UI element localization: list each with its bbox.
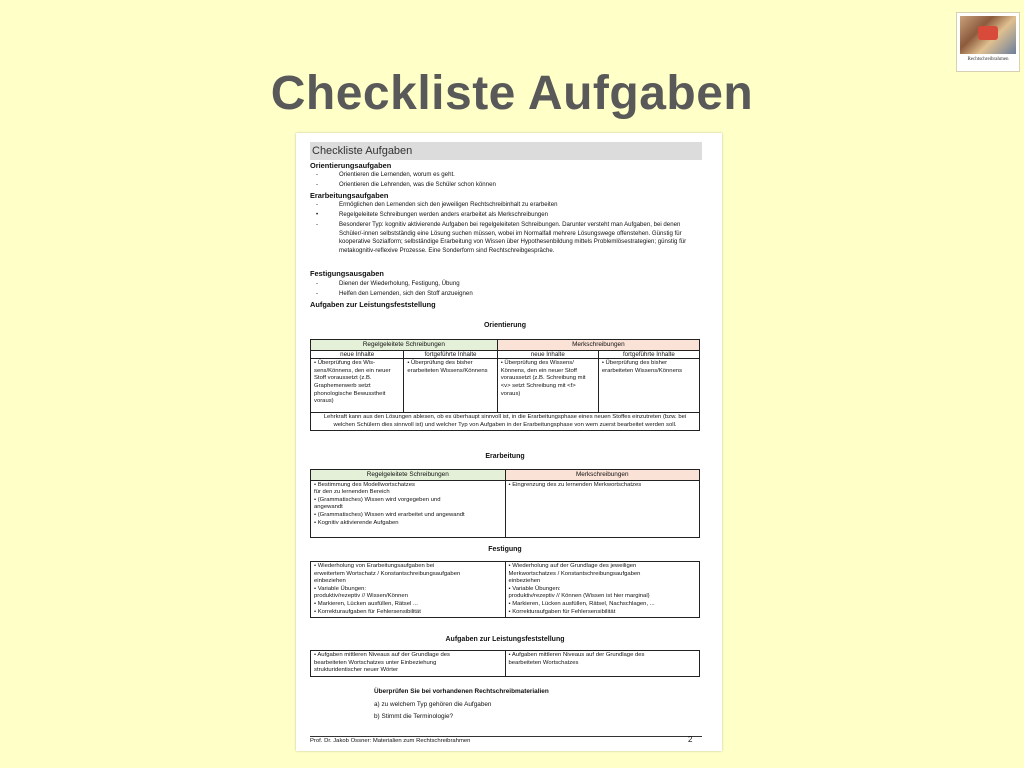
cell-line: • Korrekturaufgaben für Fehlersensibilität	[314, 608, 421, 615]
question-line: a) zu welchem Typ gehören die Aufgaben	[374, 700, 492, 708]
cell-line: bearbeiteten Wortschatzes unter Einbeziehung	[314, 659, 437, 666]
cell-line: • (Grammatisches) Wissen wird erarbeitet und angewandt	[314, 511, 465, 518]
table-header-regelgeleitet: Regelgeleitete Schreibungen	[311, 470, 506, 481]
logo-image	[960, 16, 1016, 54]
bullet-marker: -	[316, 181, 319, 188]
leistung-title: Aufgaben zur Leistungsfeststellung	[445, 636, 565, 643]
table-header-merkschreibungen: Merkschreibungen	[505, 470, 700, 481]
table-cell	[311, 562, 506, 618]
list-item-text: Orientieren die Lehrenden, was die Schüler schon können	[339, 181, 496, 188]
list-item-text: Besonderer Typ: kognitiv aktivierende Aufgaben bei regelgeleiteten Schreibungen. Darunter versteht man Aufgaben, bei denen Schüler/-innen selbstständig eine Lösung suchen müssen, wobei im Normalfall mehrere Lösungswege offenstehen. Günstig für kooperative Sozialform; selbständige Erarbeitung von Wissen über Hypothesenbildung mittels Problemlösestrategien; günstig für metakognitiv-reflexive Prozesse. Eine Sonderform sind Rechtschreibgespräche.	[339, 221, 687, 254]
cell-line: angewandt	[314, 504, 343, 511]
cell-line: • Variable Übungen:	[508, 585, 561, 592]
cell-line: • Bestimmung des Modellwortschatzes	[314, 481, 415, 488]
table-cell: • Überprüfung des Wissens/ Könnens, den ein neuer Stoff voraussetzt (z.B. Schreibung mit <v> setzt Schreibung mit <f> voraus)	[497, 359, 598, 413]
cell-line: bearbeiteten Wortschatzes	[508, 659, 579, 666]
logo	[956, 12, 1020, 72]
festigung-table	[310, 561, 700, 618]
table-subheader: neue Inhalte	[497, 350, 598, 359]
section-heading: Orientierungsaufgaben	[310, 161, 392, 170]
erarbeitung-table	[310, 469, 700, 538]
cell-line: • Eingrenzung des zu lernenden Merkwortschatzes	[508, 481, 642, 488]
document-header: Checkliste Aufgaben	[310, 142, 702, 160]
cell-line: für den zu lernenden Bereich	[314, 489, 390, 496]
question-line: Überprüfen Sie bei vorhandenen Rechtschreibmaterialien	[374, 688, 549, 695]
cell-line: Merkwortschatzes / Konstantschreibungsaufgaben	[508, 570, 641, 577]
section-heading: Aufgaben zur Leistungsfeststellung	[310, 300, 436, 309]
cell-line: • Korrekturaufgaben für Fehlersensibilität	[508, 608, 616, 615]
orientierung-table	[310, 339, 700, 431]
bullet-marker: -	[316, 171, 319, 178]
leistung-table	[310, 650, 700, 677]
table-cell	[505, 562, 700, 618]
slide-title: Checkliste Aufgaben	[270, 67, 754, 120]
list-item-text: Orientieren die Lernenden, worum es geht.	[339, 171, 455, 178]
festigung-title: Festigung	[488, 546, 522, 553]
cell-line: • Wiederholung auf der Grundlage des jeweiligen	[508, 563, 637, 569]
question-line: b) Stimmt die Terminologie?	[374, 713, 454, 720]
table-cell: • Überprüfung des bisher erarbeiteten Wissens/Könnens	[598, 359, 699, 413]
list-item-text: Dienen der Wiederholung, Festigung, Übung	[339, 280, 460, 287]
cell-line: • Markieren, Lücken ausfüllen, Rätsel ...	[314, 600, 418, 607]
table-header-merkschreibungen: Merkschreibungen	[497, 340, 699, 351]
cell-line: • Aufgaben mittleren Niveaus auf der Grundlage des	[314, 652, 450, 658]
table-subheader: fortgeführte Inhalte	[404, 350, 497, 359]
cell-line: • Kognitiv aktivierende Aufgaben	[314, 519, 399, 526]
bullet-marker: -	[316, 290, 319, 297]
table-cell	[505, 480, 700, 537]
cell-line: • Aufgaben mittleren Niveaus auf der Grundlage des	[508, 652, 645, 658]
cell-line: einbeziehen	[508, 578, 541, 585]
cell-line: produktiv/rezeptiv // Wissen/Können	[314, 593, 408, 600]
cell-line: • Wiederholung von Erarbeitungsaufgaben bei	[314, 563, 435, 569]
bullet-marker: -	[316, 221, 319, 228]
table-cell: • Überprüfung des bisher erarbeiteten Wissens/Könnens	[404, 359, 497, 413]
footer-divider	[310, 736, 702, 737]
section-heading: Festigungsausgaben	[310, 269, 384, 278]
list-item-text: Ermöglichen den Lernenden sich den jeweiligen Rechtschreibinhalt zu erarbeiten	[339, 201, 558, 208]
cell-line: strukturidentischer neuer Wörter	[314, 667, 399, 674]
cell-line: • Variable Übungen:	[314, 585, 367, 592]
document-footer: Prof. Dr. Jakob Ossner: Materialien zum Rechtschreibrahmen	[310, 738, 471, 744]
table-cell	[311, 480, 506, 537]
review-questions	[374, 686, 549, 724]
list-item-text: Helfen den Lernenden, sich den Stoff anzueignen	[339, 290, 473, 297]
table-header-regelgeleitet: Regelgeleitete Schreibungen	[311, 340, 498, 351]
table-cell	[505, 651, 700, 677]
bullet-marker: -	[316, 280, 319, 287]
table-subheader: fortgeführte Inhalte	[598, 350, 699, 359]
table-cell	[311, 651, 506, 677]
cell-line: erweitertem Wortschatz / Konstantschreibungsaufgaben	[314, 570, 461, 577]
table-footer-note: Lehrkraft kann aus den Lösungen ablesen, ob es überhaupt sinnvoll ist, in die Erarbeitungsphase eines neuen Stoffes einzutreten (bzw. bei welchen Schülern dies sinnvoll ist) und welcher Typ von Aufgaben in der Erarbeitungsphase von wem zuerst bearbeitet werden soll.	[311, 413, 700, 431]
logo-caption: Rechtschreibrahmen	[967, 57, 1009, 62]
cell-line: • Markieren, Lücken ausfüllen, Rätsel, Nachschlagen, ...	[508, 600, 655, 607]
cell-line: einbeziehen	[314, 578, 346, 585]
page-number: 2	[688, 735, 693, 744]
list-item-text: Regelgeleitete Schreibungen werden anders erarbeitet als Merkschreibungen	[339, 211, 549, 218]
cell-line: • (Grammatisches) Wissen wird vorgegeben und	[314, 496, 441, 503]
cell-line: produktiv/rezeptiv // Können (Wissen ist hier marginal)	[508, 593, 650, 600]
document-page	[296, 133, 722, 751]
bullet-marker: •	[316, 211, 319, 218]
table-cell: • Überprüfung des Wis-sens/Könnens, den ein neuer Stoff voraussetzt (z.B. Graphemerwerb setzt phonologische Bewusstheit voraus)	[311, 359, 404, 413]
erarbeitung-title: Erarbeitung	[485, 453, 525, 460]
table-subheader: neue Inhalte	[311, 350, 404, 359]
section-heading: Erarbeitungsaufgaben	[310, 191, 389, 200]
bullet-marker: -	[316, 201, 319, 208]
orientierung-title: Orientierung	[483, 322, 526, 329]
